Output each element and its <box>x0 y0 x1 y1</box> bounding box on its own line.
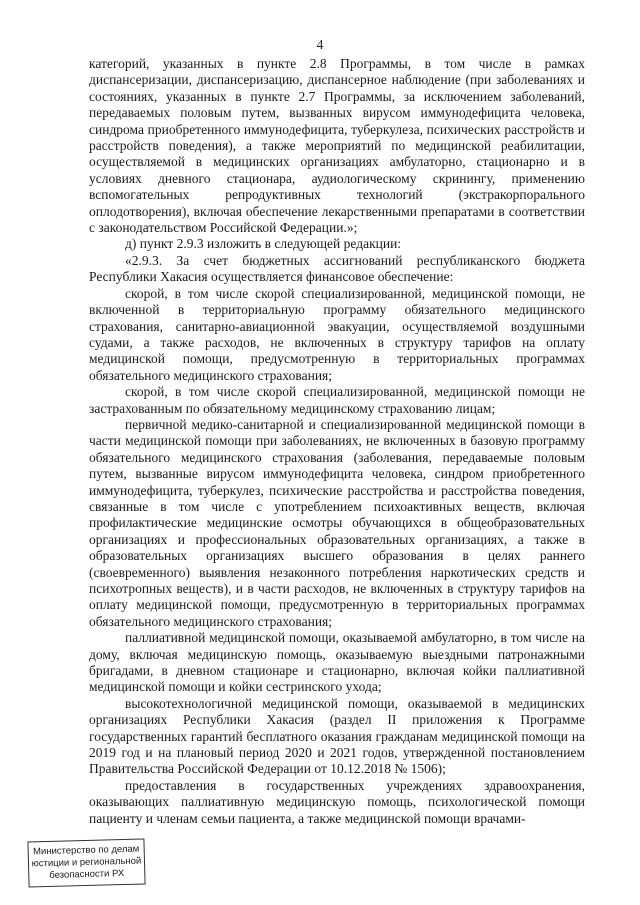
paragraph: скорой, в том числе скорой специализированной, медицинской помощи, не включенной в территориальную программу обязательного медицинского страхования, санитарно-авиационной эвакуации, осуществляемой воздушными судами, а также расходов, не включенных в структуру тарифов на оплату медицинской помощи, предусмотренную в территориальных программах обязательного медицинского страхования; <box>89 285 585 383</box>
stamp-line: юстиции и региональной <box>31 855 142 870</box>
paragraph: д) пункт 2.9.3 изложить в следующей редакции: <box>125 236 402 252</box>
paragraph: категорий, указанных в пункте 2.8 Программы, в том числе в рамках диспансеризации, диспансеризацию, диспансерное наблюдение (при заболеваниях и состояниях, указанных в пункте 2.7 Программы, за исключением заболеваний, передаваемых половым путем, вызванных вирусом иммунодефицита человека, синдрома приобретенного иммунодефицита, туберкулеза, психических расстройств и расстройств поведения), а также мероприятий по медицинской реабилитации, осуществляемой в медицинских организациях амбулаторно, стационарно и в условиях дневного стационара, аудиологическому скринингу, применению вспомогательных репродуктивных технологий (экстракорпорального оплодотворения), включая обеспечение лекарственными препаратами в соответствии с законодательством Российской Федерации.»; <box>89 56 585 236</box>
paragraph: высокотехнологичной медицинской помощи, оказываемой в медицинских организациях Республики Хакасия (раздел II приложения к Программе государственных гарантий бесплатного оказания гражданам медицинской помощи на 2019 год и на плановый период 2020 и 2021 годов, утвержденной постановлением Правительства Российской Федерации от 10.12.2018 № 1506); <box>89 695 585 777</box>
paragraph: «2.9.3. За счет бюджетных ассигнований республиканского бюджета Республики Хакасия осуществляется финансовое обеспечение: <box>89 252 585 285</box>
stamp-line: безопасности РХ <box>49 868 125 881</box>
registration-stamp <box>27 838 145 887</box>
document-body <box>89 56 585 827</box>
stamp-line: Министерство по делам <box>32 843 140 858</box>
paragraph: первичной медико-санитарной и специализированной медицинской помощи в части медицинской помощи при заболеваниях, не включенных в базовую программу обязательного медицинского страхования (заболевания, передаваемые половым путем, вызванные вирусом иммунодефицита человека, синдром приобретенного иммунодефицита, туберкулез, психические расстройства и расстройства поведения, связанные в том числе с употреблением психоактивных веществ, включая профилактические медицинские осмотры обучающихся в общеобразовательных организациях и профессиональных образовательных организациях, а также в образовательных организациях высшего образования в целях раннего (своевременного) выявления незаконного потребления наркотических средств и психотропных веществ), и в части расходов, не включенных в структуру тарифов на оплату медицинской помощи, предусмотренную в территориальных программах обязательного медицинского страхования; <box>89 416 585 629</box>
paragraph: скорой, в том числе скорой специализированной, медицинской помощи не застрахованным по обязательному медицинскому страхованию лицам; <box>89 384 585 416</box>
page-number: 4 <box>316 37 324 52</box>
paragraph: предоставления в государственных учреждениях здравоохранения, оказывающих паллиативную медицинскую помощь, психологической помощи пациенту и членам семьи пациента, а также медицинской помощи врачами- <box>89 777 585 826</box>
paragraph: паллиативной медицинской помощи, оказываемой амбулаторно, в том числе на дому, включая медицинскую помощь, оказываемую выездными патронажными бригадами, в дневном стационаре и стационарно, включая койки паллиативной медицинской помощи и койки сестринского ухода; <box>89 630 585 695</box>
